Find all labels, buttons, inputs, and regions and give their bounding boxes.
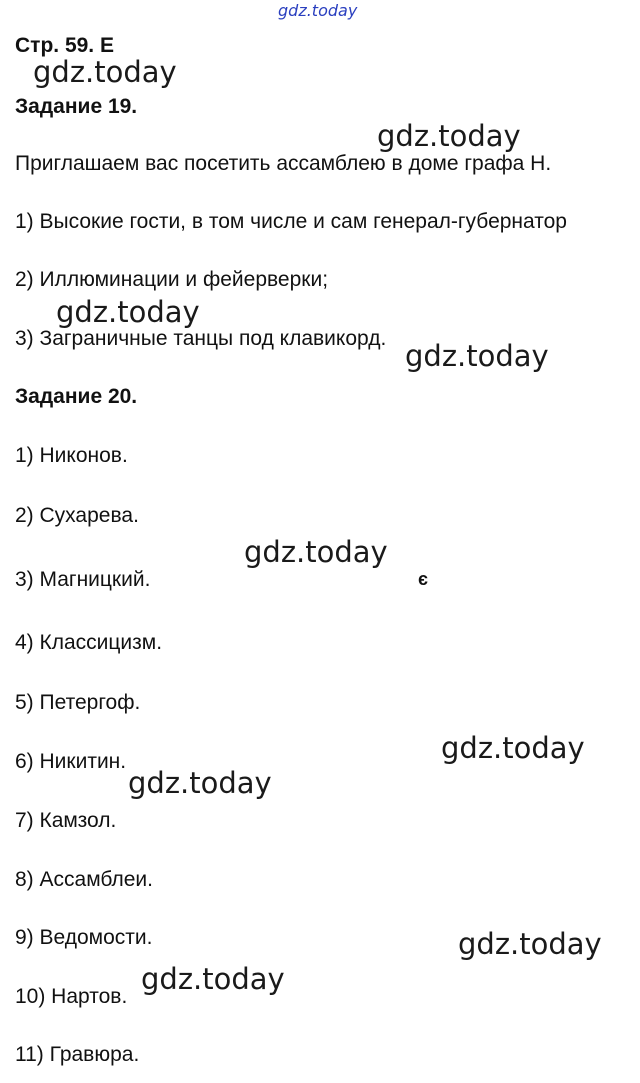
task-20-answer-3: 3) Магницкий. (15, 568, 151, 591)
watermark: gdz.today (377, 119, 521, 153)
stray-mark: є (418, 569, 428, 589)
task-20-heading: Задание 20. (15, 385, 138, 408)
task-20-answer-4: 4) Классицизм. (15, 631, 163, 654)
task-20-answer-9: 9) Ведомости. (15, 926, 153, 949)
watermark: gdz.today (441, 731, 585, 765)
task-19-item-1: 1) Высокие гости, в том числе и сам генерал-губернатор (15, 210, 567, 233)
task-20-answer-1: 1) Никонов. (15, 444, 128, 467)
watermark: gdz.today (405, 339, 549, 373)
page-reference (15, 35, 114, 56)
watermark: gdz.today (458, 927, 602, 961)
watermark: gdz.today (244, 535, 388, 569)
watermark: gdz.today (128, 766, 272, 800)
task-20-answer-11: 11) Гравюра. (15, 1043, 140, 1066)
watermark: gdz.today (56, 295, 200, 329)
page-reference-mark: E (99, 34, 114, 57)
task-19-item-2: 2) Иллюминации и фейерверки; (15, 268, 329, 291)
task-19-heading: Задание 19. (15, 95, 138, 118)
task-20-answer-2: 2) Сухарева. (15, 504, 139, 527)
watermark: gdz.today (141, 962, 285, 996)
task-20-answer-7: 7) Камзол. (15, 809, 117, 832)
task-20-answer-10: 10) Нартов. (15, 985, 128, 1008)
page-reference-text: Стр. 59. (15, 34, 95, 57)
task-20-answer-6: 6) Никитин. (15, 750, 127, 773)
task-19-item-3: 3) Заграничные танцы под клавикорд. (15, 327, 387, 350)
task-20-answer-5: 5) Петергоф. (15, 691, 141, 714)
top-watermark: gdz.today (278, 1, 358, 20)
task-19-intro: Приглашаем вас посетить ассамблею в доме графа Н. (15, 152, 552, 175)
task-20-answer-8: 8) Ассамблеи. (15, 868, 153, 891)
watermark: gdz.today (33, 55, 177, 89)
